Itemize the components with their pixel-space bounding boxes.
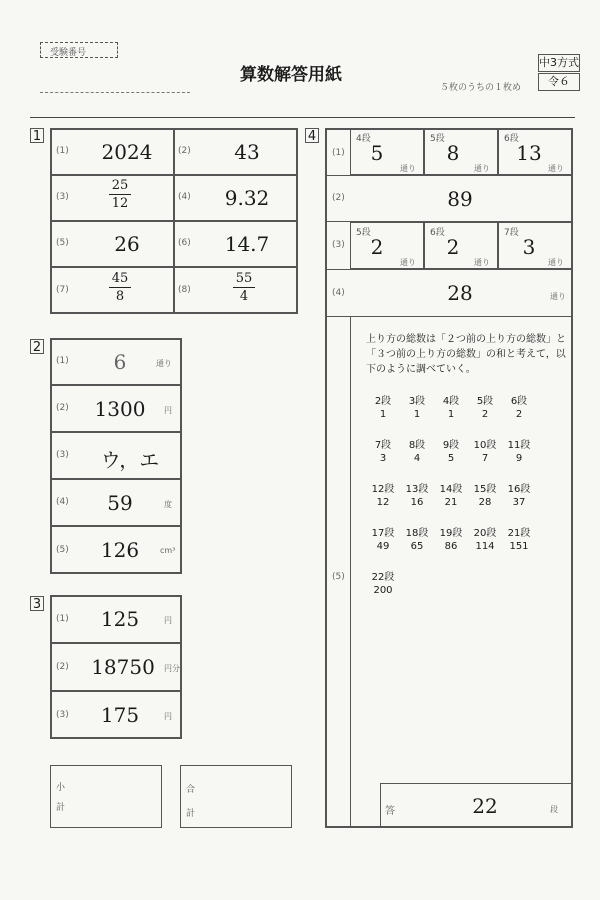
stair-value: 3 xyxy=(379,453,387,464)
s1-fraction-8 xyxy=(224,271,264,304)
badge-bottom xyxy=(538,73,580,91)
s4-q1-unit-1: 通り xyxy=(400,164,416,173)
subtotal-label-2: 計 xyxy=(56,803,66,813)
s4-q5-answer-prefix: 答 xyxy=(385,806,395,817)
s3-value-1: 125 xyxy=(100,607,140,631)
stair-cell xyxy=(366,436,400,464)
stair-label: 3段 xyxy=(408,396,426,407)
s3-no-1: (1) xyxy=(56,614,69,624)
stair-label: 16段 xyxy=(507,484,531,495)
stair-cell xyxy=(468,436,502,464)
stair-cell xyxy=(502,392,536,420)
s4-q5-explanation-line-3: 下のように調べていく。 xyxy=(366,364,476,375)
s4-q1-value-2: 8 xyxy=(446,141,460,165)
s4-q3-value-2: 2 xyxy=(446,235,460,259)
stair-cell xyxy=(400,480,434,508)
s4-q4-unit: 通り xyxy=(550,292,566,301)
s1-numerator-3: 25 xyxy=(111,178,129,193)
s4-q5-explanation-line-1: 上り方の総数は「２つ前の上り方の総数」と xyxy=(366,334,566,345)
s4-no-3: (3) xyxy=(332,240,345,250)
s3-no-3: (3) xyxy=(56,710,69,720)
s1-no-7: (7) xyxy=(56,285,69,295)
stair-label: 4段 xyxy=(442,396,460,407)
s1-value-2: 43 xyxy=(234,140,260,164)
stair-value: 16 xyxy=(410,497,424,508)
s4-q5-left-rule xyxy=(350,317,351,828)
s4-q1-unit-3: 通り xyxy=(548,164,564,173)
s4-q1-value-3: 13 xyxy=(516,141,542,165)
stair-value: 200 xyxy=(373,585,393,596)
stair-cell xyxy=(434,524,468,552)
stair-label: 5段 xyxy=(476,396,494,407)
stair-value: 21 xyxy=(444,497,458,508)
s1-no-3: (3) xyxy=(56,192,69,202)
stair-label: 15段 xyxy=(473,484,497,495)
total-label-1: 合 xyxy=(186,785,196,795)
section-2-number: 2 xyxy=(30,339,44,354)
s1-value-6: 14.7 xyxy=(224,232,270,256)
stair-label: 19段 xyxy=(439,528,463,539)
s1-value-4: 9.32 xyxy=(224,186,270,210)
s1-no-8: (8) xyxy=(178,285,191,295)
stair-value: 1 xyxy=(379,409,387,420)
s1-value-5: 26 xyxy=(114,232,140,256)
section-3-number: 3 xyxy=(30,596,44,611)
s4-q2-value: 89 xyxy=(447,187,473,211)
s4-q3-label-1: 5段 xyxy=(356,228,371,238)
stair-label: 22段 xyxy=(371,572,395,583)
s4-q3-value-3: 3 xyxy=(522,235,536,259)
stair-label: 18段 xyxy=(405,528,429,539)
stair-value: 1 xyxy=(447,409,455,420)
s2-unit-5: cm³ xyxy=(160,546,176,555)
stair-cell xyxy=(366,480,400,508)
stair-cell xyxy=(400,392,434,420)
stair-cell xyxy=(434,480,468,508)
s2-unit-1: 通り xyxy=(156,359,172,368)
s4-q5-explanation xyxy=(366,332,566,377)
s2-value-3: ウ，エ xyxy=(100,448,160,472)
stair-value: 7 xyxy=(481,453,489,464)
stair-label: 8段 xyxy=(408,440,426,451)
s3-value-2: 18750 xyxy=(91,655,155,679)
stair-cell xyxy=(366,392,400,420)
s1-no-4: (4) xyxy=(178,192,191,202)
s2-value-4: 59 xyxy=(107,491,133,515)
s1-no-1: (1) xyxy=(56,146,69,156)
section-1-number: 1 xyxy=(30,128,44,143)
s1-no-5: (5) xyxy=(56,238,69,248)
s2-no-4: (4) xyxy=(56,497,69,507)
s2-value-2: 1300 xyxy=(94,397,146,421)
stair-label: 20段 xyxy=(473,528,497,539)
s4-q5-explanation-line-2: 「３つ前の上り方の総数」の和と考えて，以 xyxy=(366,349,566,360)
s4-q1-label-1: 4段 xyxy=(356,134,371,144)
stair-cell xyxy=(434,436,468,464)
s4-no-1: (1) xyxy=(332,148,345,158)
s4-q5-answer-value: 22 xyxy=(472,794,498,818)
stair-value: 86 xyxy=(444,541,458,552)
stair-cell xyxy=(502,480,536,508)
stair-label: 7段 xyxy=(374,440,392,451)
s4-q1-label-2: 5段 xyxy=(430,134,445,144)
subtotal-label-1: 小 xyxy=(56,783,66,793)
s1-numerator-7: 45 xyxy=(111,271,129,286)
stair-label: 10段 xyxy=(473,440,497,451)
s3-unit-3: 円 xyxy=(164,712,172,721)
s4-q3-unit-3: 通り xyxy=(548,258,564,267)
stair-cell xyxy=(502,524,536,552)
stair-cell xyxy=(366,524,400,552)
stair-value: 65 xyxy=(410,541,424,552)
stair-value: 49 xyxy=(376,541,390,552)
stair-value: 12 xyxy=(376,497,390,508)
stair-value: 114 xyxy=(475,541,495,552)
sheet-note: ５枚のうちの１枚め xyxy=(440,83,522,93)
s1-no-2: (2) xyxy=(178,146,191,156)
s1-denominator-3: 12 xyxy=(111,196,129,211)
stair-value: 28 xyxy=(478,497,492,508)
badge-bottom-text: 令６ xyxy=(548,75,570,88)
stair-value: 2 xyxy=(515,409,523,420)
stair-cell xyxy=(434,392,468,420)
stair-cell xyxy=(366,568,400,596)
subtotal-box[interactable] xyxy=(50,765,162,828)
s4-q1-value-1: 5 xyxy=(370,141,384,165)
s2-unit-4: 度 xyxy=(164,500,172,509)
s4-q1-unit-2: 通り xyxy=(474,164,490,173)
s2-no-2: (2) xyxy=(56,403,69,413)
total-label-2: 計 xyxy=(186,809,196,819)
s2-value-1: 6 xyxy=(113,350,127,374)
s1-numerator-8: 55 xyxy=(235,271,253,286)
section-4-number: 4 xyxy=(305,128,319,143)
s4-q1-label-3: 6段 xyxy=(504,134,519,144)
s1-denominator-7: 8 xyxy=(115,289,125,304)
stair-cell xyxy=(502,436,536,464)
exam-number-label: 受験番号 xyxy=(50,48,87,58)
stair-value: 2 xyxy=(481,409,489,420)
stair-label: 13段 xyxy=(405,484,429,495)
s2-unit-2: 円 xyxy=(164,406,172,415)
page-title: 算数解答用紙 xyxy=(240,65,342,85)
stair-label: 9段 xyxy=(442,440,460,451)
s2-value-5: 126 xyxy=(100,538,140,562)
s4-q3-value-1: 2 xyxy=(370,235,384,259)
stair-value: 9 xyxy=(515,453,523,464)
s4-q5-answer-unit: 段 xyxy=(550,805,558,814)
stair-label: 21段 xyxy=(507,528,531,539)
s4-q4-value: 28 xyxy=(447,281,473,305)
stair-cell xyxy=(468,524,502,552)
stair-cell xyxy=(400,436,434,464)
s1-fraction-7 xyxy=(100,271,140,304)
badge-top xyxy=(538,54,580,72)
stair-cell xyxy=(468,480,502,508)
stair-value: 5 xyxy=(447,453,455,464)
s3-unit-1: 円 xyxy=(164,616,172,625)
s4-q3-label-2: 6段 xyxy=(430,228,445,238)
s3-unit-2: 円分 xyxy=(164,664,180,673)
stair-label: 12段 xyxy=(371,484,395,495)
stair-value: 151 xyxy=(509,541,529,552)
stair-label: 14段 xyxy=(439,484,463,495)
s4-no-2: (2) xyxy=(332,193,345,203)
s1-value-1: 2024 xyxy=(101,140,153,164)
s4-q3-unit-1: 通り xyxy=(400,258,416,267)
s4-no-4: (4) xyxy=(332,288,345,298)
stair-label: 11段 xyxy=(507,440,531,451)
exam-number-line xyxy=(40,92,190,93)
stair-value: 1 xyxy=(413,409,421,420)
stair-value: 4 xyxy=(413,453,421,464)
stair-label: 2段 xyxy=(374,396,392,407)
s2-no-3: (3) xyxy=(56,450,69,460)
s3-no-2: (2) xyxy=(56,662,69,672)
stair-value: 37 xyxy=(512,497,526,508)
s4-q3-label-3: 7段 xyxy=(504,228,519,238)
stair-cell xyxy=(468,392,502,420)
s4-no-5: (5) xyxy=(332,572,345,582)
stair-cell xyxy=(400,524,434,552)
total-box[interactable] xyxy=(180,765,292,828)
s1-denominator-8: 4 xyxy=(239,289,249,304)
header-rule xyxy=(30,117,575,118)
s4-q3-unit-2: 通り xyxy=(474,258,490,267)
stair-label: 17段 xyxy=(371,528,395,539)
s1-no-6: (6) xyxy=(178,238,191,248)
s2-no-5: (5) xyxy=(56,545,69,555)
s2-no-1: (1) xyxy=(56,356,69,366)
s3-value-3: 175 xyxy=(100,703,140,727)
s1-fraction-3 xyxy=(100,178,140,211)
stair-label: 6段 xyxy=(510,396,528,407)
badge-top-text: 中3方式 xyxy=(539,56,579,69)
